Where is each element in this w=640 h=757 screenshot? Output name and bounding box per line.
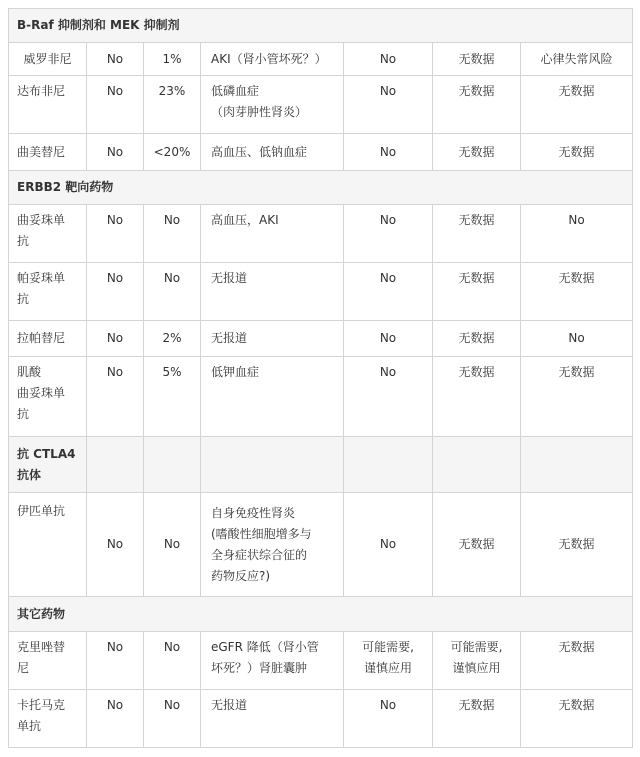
table-row <box>9 43 633 76</box>
section-title: ERBB2 靶向药物 <box>9 171 633 205</box>
table-row <box>9 134 633 171</box>
cell: 低磷血症 （肉芽肿性肾炎） <box>201 76 344 134</box>
cell: 无数据 <box>521 134 633 171</box>
cell: No <box>344 321 433 357</box>
cell: No <box>87 205 144 263</box>
cell: No <box>87 357 144 437</box>
drug-name: 曲美替尼 <box>9 134 87 171</box>
blank-cell <box>344 437 433 493</box>
drug-name: 拉帕替尼 <box>9 321 87 357</box>
cell: No <box>87 134 144 171</box>
cell: No <box>144 493 201 597</box>
cell: No <box>87 43 144 76</box>
section-header-row <box>9 171 633 205</box>
blank-cell <box>201 437 344 493</box>
cell: No <box>144 263 201 321</box>
cell: No <box>87 76 144 134</box>
cell: No <box>521 205 633 263</box>
cell: 高血压、低钠血症 <box>201 134 344 171</box>
cell: 无数据 <box>521 632 633 690</box>
cell: No <box>344 134 433 171</box>
table-row <box>9 76 633 134</box>
drug-name: 伊匹单抗 <box>9 493 87 597</box>
cell: 无数据 <box>521 357 633 437</box>
cell: 可能需要, 谨慎应用 <box>344 632 433 690</box>
cell: 高血压，AKI <box>201 205 344 263</box>
section-title: B-Raf 抑制剂和 MEK 抑制剂 <box>9 9 633 43</box>
table-row <box>9 357 633 437</box>
cell: 无数据 <box>433 493 521 597</box>
cell: 无数据 <box>521 263 633 321</box>
cell: No <box>87 690 144 748</box>
cell: No <box>87 493 144 597</box>
cell: No <box>344 43 433 76</box>
table-row <box>9 690 633 748</box>
cell: 无数据 <box>433 43 521 76</box>
blank-cell <box>144 437 201 493</box>
table-row <box>9 205 633 263</box>
drug-name: 威罗非尼 <box>9 43 87 76</box>
cell: 自身免疫性肾炎 (嗜酸性细胞增多与 全身症状综合征的 药物反应?) <box>201 493 344 597</box>
cell: No <box>344 493 433 597</box>
cell: 无报道 <box>201 263 344 321</box>
drug-name: 曲妥珠单 抗 <box>9 205 87 263</box>
cell: No <box>344 357 433 437</box>
cell: 1% <box>144 43 201 76</box>
cell: No <box>521 321 633 357</box>
cell: 无报道 <box>201 321 344 357</box>
cell: 无数据 <box>433 321 521 357</box>
cell: 无数据 <box>521 690 633 748</box>
cell: 无数据 <box>521 76 633 134</box>
section-header-row <box>9 597 633 632</box>
cell: 2% <box>144 321 201 357</box>
cell: No <box>87 263 144 321</box>
cell: AKI（肾小管坏死？） <box>201 43 344 76</box>
table-row <box>9 263 633 321</box>
cell: 无数据 <box>521 493 633 597</box>
cell: 5% <box>144 357 201 437</box>
drug-kidney-table <box>8 8 633 748</box>
cell: 23% <box>144 76 201 134</box>
cell: No <box>344 76 433 134</box>
cell: No <box>144 205 201 263</box>
cell: 无报道 <box>201 690 344 748</box>
cell: 无数据 <box>433 76 521 134</box>
cell: No <box>144 632 201 690</box>
cell: No <box>344 263 433 321</box>
blank-cell <box>87 437 144 493</box>
drug-name: 卡托马克 单抗 <box>9 690 87 748</box>
cell: 无数据 <box>433 357 521 437</box>
section-header-row <box>9 9 633 43</box>
table-row <box>9 632 633 690</box>
section-header-row <box>9 437 633 493</box>
drug-name: 克里唑替 尼 <box>9 632 87 690</box>
cell: eGFR 降低（肾小管 坏死？）肾脏囊肿 <box>201 632 344 690</box>
cell: 心律失常风险 <box>521 43 633 76</box>
drug-name: 达布非尼 <box>9 76 87 134</box>
section-title: 其它药物 <box>9 597 633 632</box>
blank-cell <box>433 437 521 493</box>
cell: 无数据 <box>433 263 521 321</box>
cell: No <box>144 690 201 748</box>
table-row <box>9 493 633 597</box>
table-row <box>9 321 633 357</box>
cell: No <box>87 632 144 690</box>
cell: No <box>344 690 433 748</box>
blank-cell <box>521 437 633 493</box>
cell: <20% <box>144 134 201 171</box>
drug-name: 肌酸 曲妥珠单 抗 <box>9 357 87 437</box>
cell: 低钾血症 <box>201 357 344 437</box>
drug-name: 帕妥珠单 抗 <box>9 263 87 321</box>
section-title: 抗 CTLA4 抗体 <box>9 437 87 493</box>
cell: 可能需要, 谨慎应用 <box>433 632 521 690</box>
cell: 无数据 <box>433 690 521 748</box>
cell: No <box>87 321 144 357</box>
cell: 无数据 <box>433 134 521 171</box>
cell: No <box>344 205 433 263</box>
cell: 无数据 <box>433 205 521 263</box>
